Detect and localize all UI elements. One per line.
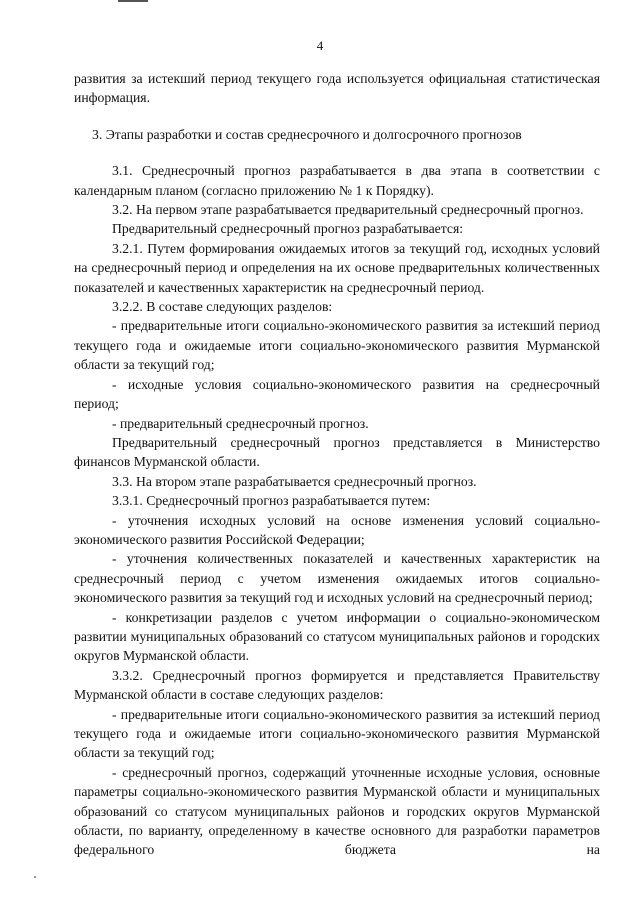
list-item: - уточнения количественных показателей и качественных характеристик на среднесрочный период с учетом изменения ожидаемых итогов социально-экономического развития за текущий год и исходных условий на среднесрочный период; — [74, 551, 600, 606]
paragraph-3-2-1: 3.2.1. Путем формирования ожидаемых итогов за текущий год, исходных условий на среднесрочный период и определения на их основе предварительных количественных показателей и качественных характеристик на среднесрочный период. — [74, 240, 600, 295]
document-body — [74, 69, 600, 860]
list-item: - предварительные итоги социально-экономического развития за истекший период текущего года и ожидаемые итоги социально-экономического развития Мурманской области за текущий год; — [74, 318, 600, 373]
list-item: - уточнения исходных условий на основе изменения условий социально-экономического развития Российской Федерации; — [74, 512, 600, 547]
list-item: - предварительный среднесрочный прогноз. — [112, 415, 369, 431]
paragraph-3-3: 3.3. На втором этапе разрабатывается среднесрочный прогноз. — [112, 473, 477, 489]
list-item: - конкретизации разделов с учетом информации о социально-экономическом развитии муниципальных образований со статусом муниципальных районов и городских округов Мурманской области. — [74, 609, 600, 664]
paragraph-3-2-2: 3.2.2. В составе следующих разделов: — [112, 299, 333, 315]
paragraph-3-3-2: 3.3.2. Среднесрочный прогноз формируется и представляется Правительству Мурманской области в составе следующих разделов: — [74, 667, 600, 703]
paragraph-continuation: развития за истекший период текущего года используется официальная статистическая информация. — [74, 71, 600, 106]
scan-speck — [34, 876, 36, 878]
page-number: 4 — [316, 38, 324, 53]
paragraph-3-2: 3.2. На первом этапе разрабатывается предварительный среднесрочный прогноз. — [112, 202, 584, 218]
scan-artifact-line — [118, 0, 148, 2]
paragraph-3-1: 3.1. Среднесрочный прогноз разрабатывается в два этапа в соответствии с календарным планом (согласно приложению № 1 к Порядку). — [74, 163, 600, 198]
list-item: - среднесрочный прогноз, содержащий уточненные исходные условия, основные параметры социально-экономического развития Мурманской области и муниципальных образований со статусом муниципальных районов и городских округов Мурманской области, по варианту, определенному в качестве основного для разработки параметров федерального бюджета на — [74, 764, 600, 858]
list-item: - исходные условия социально-экономического развития на среднесрочный период; — [74, 376, 600, 412]
paragraph-preliminary-forecast-intro: Предварительный среднесрочный прогноз разрабатывается: — [112, 221, 464, 237]
list-item: - предварительные итоги социально-экономического развития за истекший период текущего года и ожидаемые итоги социально-экономического развития Мурманской области за текущий год; — [74, 706, 600, 761]
paragraph-3-3-1: 3.3.1. Среднесрочный прогноз разрабатывается путем: — [112, 493, 431, 509]
paragraph-submission: Предварительный среднесрочный прогноз представляется в Министерство финансов Мурманской области. — [74, 434, 600, 470]
section-heading: 3. Этапы разработки и состав среднесрочного и долгосрочного прогнозов — [92, 126, 522, 142]
